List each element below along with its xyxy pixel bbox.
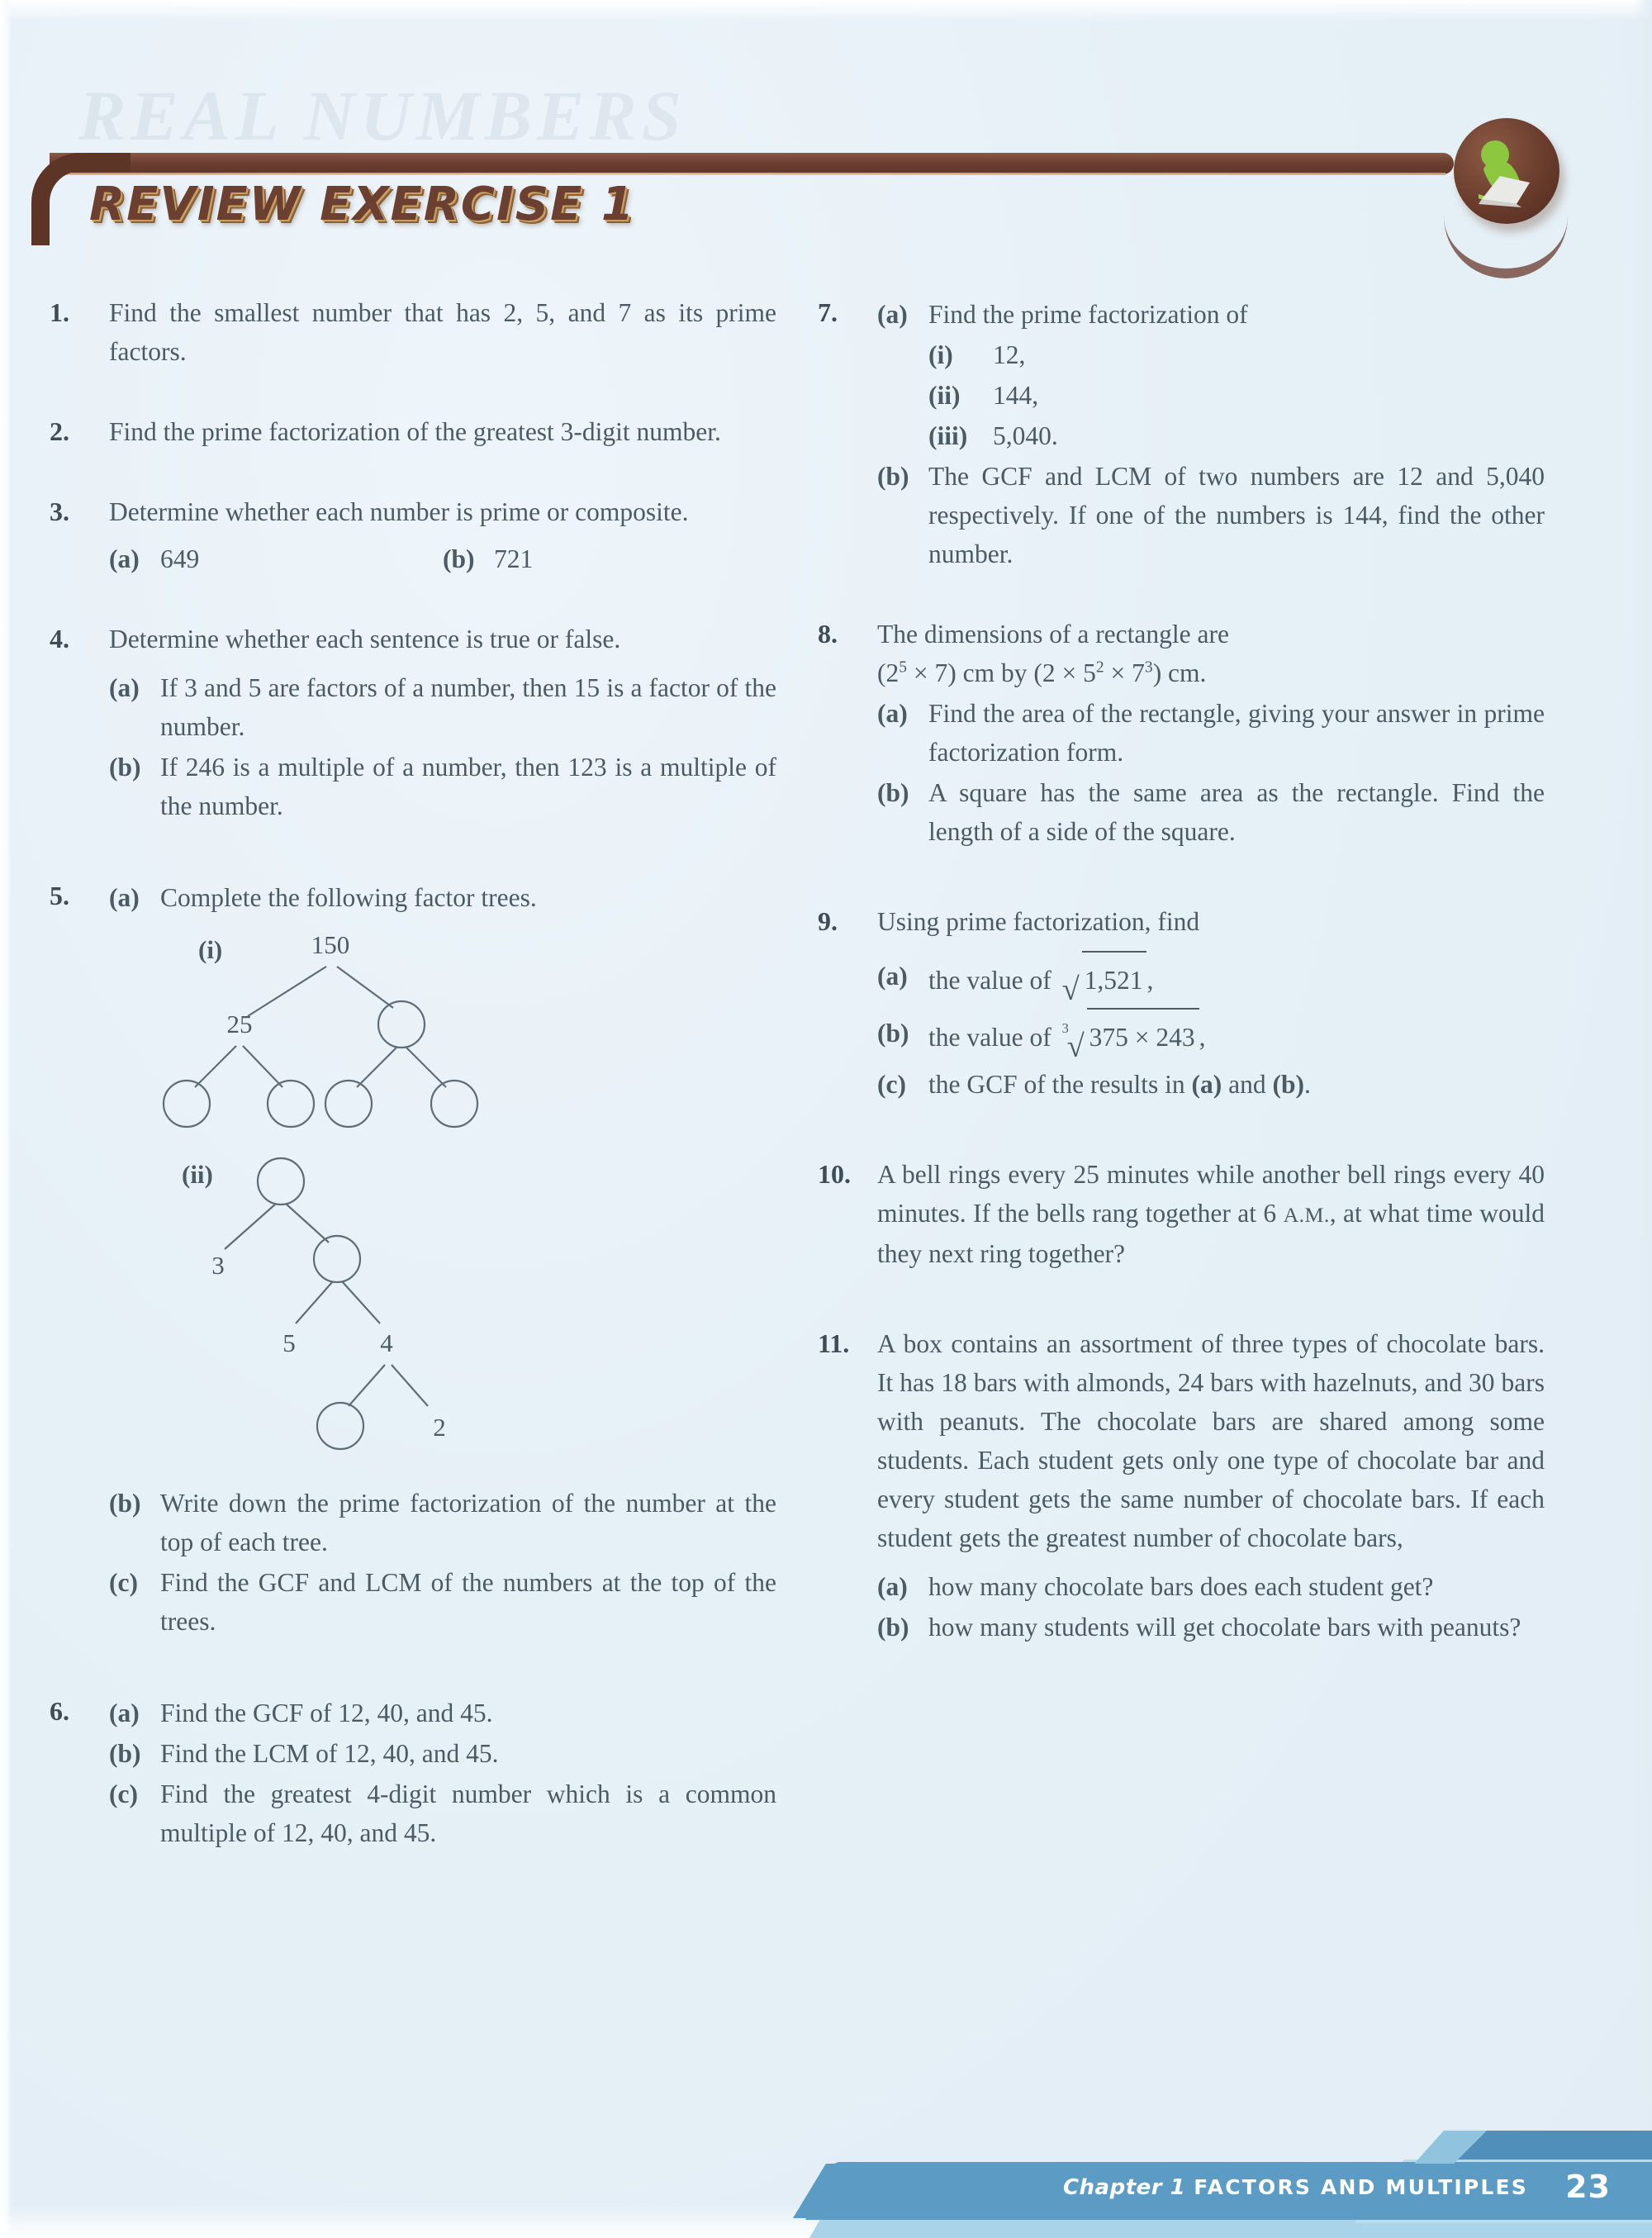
question-3-part-a [109,539,443,578]
question-4-parts [50,667,776,825]
part-text: Find the area of the rectangle, giving your answer in prime factorization form. [928,699,1545,767]
question-3 [50,492,776,531]
spacer [818,859,1545,902]
item-label: (i) [928,340,953,369]
tree-i-leaf-2 [268,1081,314,1127]
part-label: (c) [109,1568,138,1597]
question-7-item-i [928,335,1545,374]
right-column [818,293,1545,1655]
question-9-part-a [877,951,1545,1006]
part-text: Complete the following factor trees. [160,883,537,912]
part-text: Find the LCM of 12, 40, and 45. [160,1739,499,1768]
dim-mid: × 7) cm by (2 × 5 [907,658,1096,687]
footer-chapter-title: FACTORS AND MULTIPLES [1194,2175,1528,2199]
tree-i-graphic [132,925,644,1132]
question-9-part-b [877,1008,1545,1063]
item-label: (iii) [928,421,968,450]
question-number: 5. [50,881,69,910]
spacer [818,949,877,1104]
question-text: Find the smallest number that has 2, 5, and 7 as its prime factors. [109,298,776,366]
tree-i-root: 150 [311,930,350,959]
question-7 [818,293,1545,573]
dim-prefix: (2 [877,658,900,687]
spacer [50,1482,109,1641]
question-number: 11. [818,1328,850,1358]
square-root-icon: √ 1,521 [1061,951,1147,1006]
factor-tree-i [50,925,776,1140]
page-edge-top [0,0,1652,21]
factor-tree-ii [50,1152,776,1482]
part-text: Find the greatest 4-digit number which is a common multiple of 12, 40, and 45. [160,1779,776,1847]
part-label: (b) [877,1613,909,1642]
question-6-part-c [109,1775,776,1852]
question-4-part-b [109,748,776,825]
question-1 [50,293,776,371]
part-text: If 246 is a multiple of a number, then 123 is a multiple of the number. [160,753,776,820]
tree-i-right-node-empty [378,1001,425,1048]
question-5-part-a [109,878,776,917]
spacer [50,667,109,825]
part-text: the value of [928,966,1058,995]
root-index: 3 [1061,1020,1069,1036]
question-8 [818,615,1545,851]
question-text: Determine whether each sentence is true or false. [109,625,621,653]
part-text: The GCF and LCM of two numbers are 12 and 5,040 respectively. If one of the numbers is 144, find the other number. [928,462,1545,568]
spacer [50,1649,776,1692]
tree-ii-leaf-4: 4 [380,1328,393,1357]
part-text: the value of [928,1023,1058,1052]
question-8-part-b [877,773,1545,851]
part-label: (c) [877,1070,906,1099]
question-3-part-b [443,539,776,578]
part-text: 649 [160,544,200,573]
question-2 [50,412,776,451]
question-number: 10. [818,1159,851,1189]
question-5-part-c [109,1563,776,1641]
part-label: (b) [877,462,909,491]
page-footer [0,2081,1652,2238]
spacer [50,587,776,620]
dim-mid-2: × 7 [1104,658,1145,687]
part-label: (c) [109,1779,138,1808]
part-text: Find the GCF and LCM of the numbers at the top of the trees. [160,1568,776,1636]
tree-ii-leaf-5: 5 [282,1328,296,1357]
question-number: 1. [50,297,69,327]
question-6-part-a [109,1694,776,1732]
spacer [50,539,109,578]
question-text: A box contains an assortment of three types of chocolate bars. It has 18 bars with almonds, 24 bars with hazelnuts, and 30 bars with peanuts. The chocolate bars are shared among some students. Each student gets only one type of chocolate bar and every student gets the same number of chocolate bars. If each student gets the greatest number of chocolate bars, [877,1329,1545,1552]
question-11 [818,1324,1545,1557]
ghost-title-bleedthrough: REAL NUMBERS [78,76,686,155]
question-text: Determine whether each number is prime or composite. [109,497,689,526]
question-11-part-b [877,1608,1545,1646]
part-text: Write down the prime factorization of the number at the top of each tree. [160,1489,776,1556]
spacer [50,459,776,492]
part-label: (a) [877,1572,908,1601]
tree-ii-leaf-2: 2 [433,1413,446,1442]
spacer [818,1112,1545,1155]
part-label: (a) [877,699,908,728]
cube-root-icon: 3 √ 375 × 243 [1061,1008,1199,1063]
dim-exponent-1: 5 [899,658,908,677]
question-10-text-1: A bell rings every 25 minutes while another bell rings every 40 minutes. If the bells rang together at 6 [877,1160,1545,1228]
tree-i-left-node: 25 [226,1010,253,1038]
part-suffix: , [1199,1023,1206,1052]
tree-ii-right-node-empty [314,1236,360,1282]
question-number: 3. [50,497,69,526]
part-text: how many chocolate bars does each student get? [928,1572,1434,1601]
spacer [818,1566,877,1646]
item-text: 12, [993,340,1026,369]
left-column [50,293,776,1860]
page-title: REVIEW EXERCISE 1 [89,178,635,231]
page-number: 23 [1565,2169,1611,2205]
dim-exponent-3: 3 [1144,658,1153,677]
spacer [818,582,1545,615]
part-suffix: , [1146,966,1154,995]
question-10-text-2: , at what time would they next ring together? [877,1199,1545,1268]
tree-i-leaf-1 [164,1081,210,1127]
part-label: (b) [109,753,141,782]
part-label: (b) [109,1489,141,1518]
question-5-parts-bc [50,1482,776,1641]
tree-i-label: (i) [198,935,223,964]
question-6 [50,1692,776,1852]
item-label: (ii) [928,381,961,410]
part-text: how many students will get chocolate bars with peanuts? [928,1613,1521,1642]
radicand: 1,521 [1082,951,1147,1006]
question-number: 9. [818,906,838,936]
question-number: 8. [818,619,838,649]
ref-end: . [1303,1070,1311,1099]
radicand: 375 × 243 [1087,1008,1199,1063]
part-label: (a) [109,1699,140,1727]
part-text: If 3 and 5 are factors of a number, then 15 is a factor of the number. [160,673,776,741]
tree-ii-root-empty [258,1158,304,1205]
question-8-dimensions [877,653,1545,692]
question-7-item-ii [928,376,1545,415]
part-label: (b) [877,1019,909,1048]
question-10 [818,1155,1545,1273]
question-8-intro: The dimensions of a rectangle are [877,620,1229,649]
part-text: A square has the same area as the rectangle. Find the length of a side of the square. [928,778,1545,846]
part-label: (a) [109,673,140,702]
part-label: (b) [109,1739,141,1768]
part-text: Find the prime factorization of [928,300,1248,329]
dim-exponent-2: 2 [1095,658,1104,677]
exercise-header [50,153,1503,244]
header-bar [50,153,1454,174]
question-4 [50,620,776,658]
question-10-smallcaps: A.M. [1283,1203,1330,1227]
dim-suffix: ) cm. [1152,658,1207,687]
question-11-parts [818,1566,1545,1646]
tree-i-leaf-3 [325,1081,372,1127]
part-label: (a) [109,544,140,573]
tree-ii-graphic [132,1152,644,1474]
footer-chapter-info [1063,2175,1528,2200]
question-number: 2. [50,416,69,446]
question-number: 4. [50,624,69,653]
spacer [50,379,776,412]
question-6-part-b [109,1734,776,1773]
question-9 [818,902,1545,941]
question-9-parts [818,949,1545,1104]
question-11-part-a [877,1567,1545,1606]
item-text: 144, [993,381,1039,410]
footer-chapter-number: Chapter 1 [1062,2175,1186,2200]
part-text: Find the GCF of 12, 40, and 45. [160,1699,493,1727]
question-5 [50,877,776,917]
question-number: 6. [50,1696,69,1726]
question-8-part-a [877,694,1545,772]
tree-ii-leaf-empty [317,1403,363,1449]
part-label: (b) [877,778,909,807]
part-label: (a) [877,300,908,329]
ref-b: (b) [1272,1070,1304,1099]
footer-banner-graphic [0,2081,1652,2238]
part-label: (a) [877,962,908,991]
student-with-laptop-icon [1454,118,1559,224]
question-9-part-c [877,1065,1545,1104]
question-text: Find the prime factorization of the greatest 3-digit number. [109,417,721,446]
part-text: 721 [494,544,534,573]
ref-a: (a) [1191,1070,1222,1099]
page-edge-left [0,0,12,2238]
part-label: (b) [443,544,475,573]
tree-ii-left-node: 3 [211,1251,225,1280]
question-text [877,1155,1545,1273]
spacer [818,1281,1545,1324]
tree-i-leaf-4 [431,1081,477,1127]
question-7-item-iii [928,416,1545,455]
page-edge-right [1634,0,1652,2238]
item-text: 5,040. [993,421,1058,450]
question-5-part-b [109,1484,776,1561]
question-7-part-b [877,457,1545,573]
question-4-part-a [109,668,776,746]
ref-mid: and [1222,1070,1273,1099]
tree-ii-label: (ii) [182,1160,213,1189]
question-number: 7. [818,297,838,327]
question-text: Using prime factorization, find [877,907,1200,936]
spacer [50,834,776,877]
question-7-part-a [877,295,1545,334]
part-text: the GCF of the results in [928,1070,1192,1099]
question-3-parts [50,539,776,578]
part-label: (a) [109,883,140,912]
